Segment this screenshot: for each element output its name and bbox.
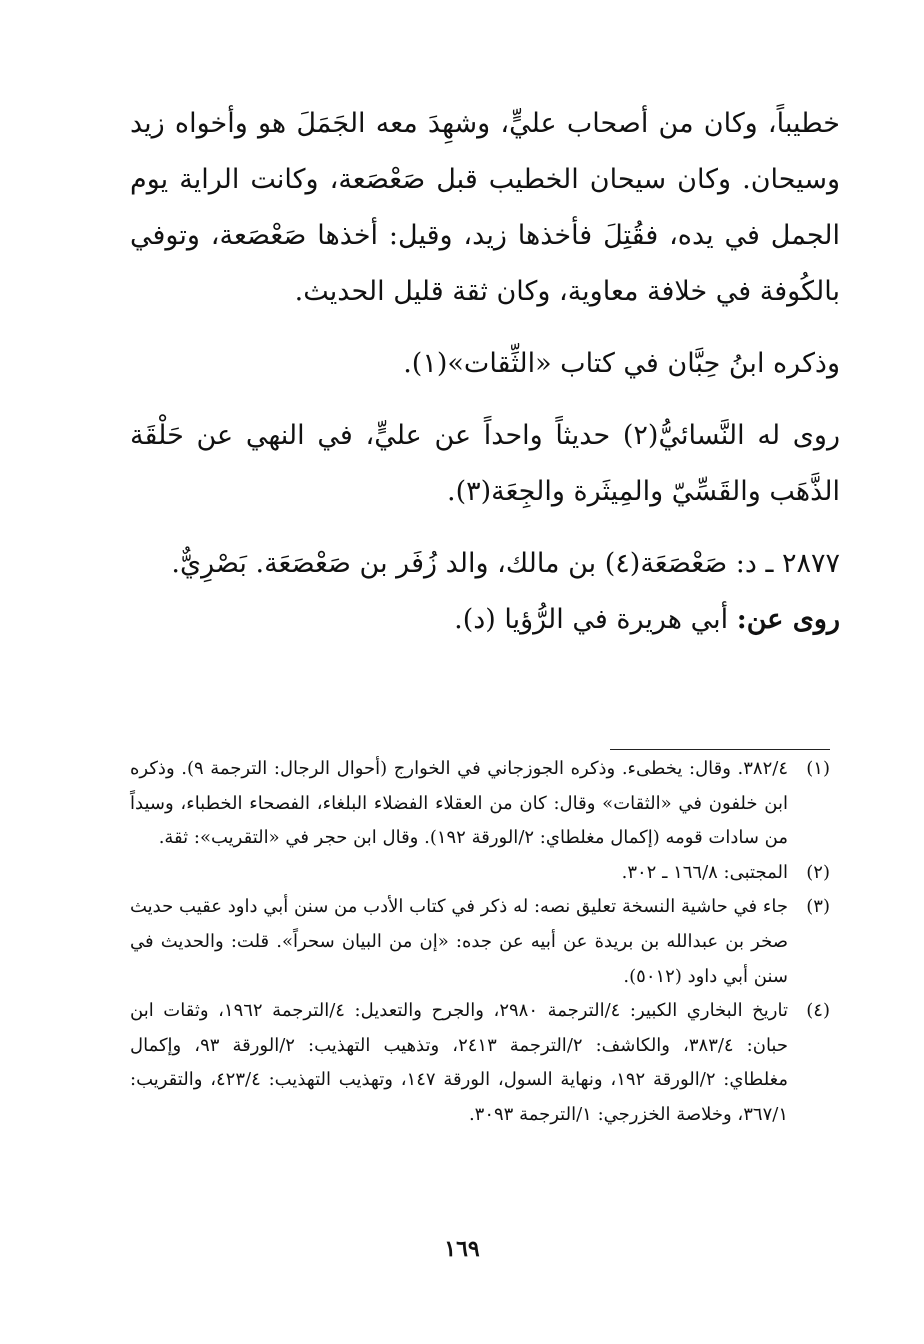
footnotes bbox=[130, 752, 830, 1133]
footnote-text: جاء في حاشية النسخة تعليق نصه: له ذكر في كتاب الأدب من سنن أبي داود عقيب حديث صخر بن عبدالله بن بريدة عن أبيه عن جده: «إن من البيان سحراً». قلت: والحديث في سنن أبي داود (٥٠١٢). bbox=[130, 896, 788, 987]
paragraph-ibn-hibban: وذكره ابنُ حِبَّان في كتاب «الثِّقات»(١). bbox=[403, 348, 840, 379]
paragraph-nasai: روى له النَّسائيُّ(٢) حديثاً واحداً عن عليٍّ، في النهي عن حَلْقَة الذَّهَب والقَسِّيّ والمِيثَرة والجِعَة(٣). bbox=[130, 420, 840, 507]
footnote-number: (٢) bbox=[806, 861, 830, 883]
footnote-text: تاريخ البخاري الكبير: ٤/الترجمة ٢٩٨٠، والجرح والتعديل: ٤/الترجمة ١٩٦٢، وثقات ابن حبان: ٣٨٣/٤، والكاشف: ٢/الترجمة ٢٤١٣، وتذهيب التهذيب: ٢/الورقة ٩٣، وإكمال مغلطاي: ٢/الورقة ١٩٢، ونهاية السول، الورقة ١٤٧، وتهذيب التهذيب: ٤٢٣/٤، والتقريب: ٣٦٧/١، وخلاصة الخزرجي: ١/الترجمة ٣٠٩٣. bbox=[130, 1000, 788, 1125]
footnote bbox=[130, 994, 830, 1132]
main-text bbox=[130, 96, 840, 648]
footnote-number: (٤) bbox=[806, 1000, 830, 1022]
paragraph-biography: خطيباً، وكان من أصحاب عليٍّ، وشهِدَ معه الجَمَلَ هو وأخواه زيد وسيحان. وكان سيحان الخطيب قبل صَعْصَعة، وكانت الراية يوم الجمل في يده، فقُتِلَ فأخذها زيد، وقيل: أخذها صَعْصَعة، وتوفي بالكُوفة في خلافة معاوية، وكان ثقة قليل الحديث. bbox=[130, 108, 840, 307]
entry-heading: ٢٨٧٧ ـ د: صَعْصَعَة(٤) بن مالك، والد زُفَر بن صَعْصَعَة. بَصْرِيٌّ. bbox=[171, 548, 840, 579]
footnote bbox=[130, 752, 830, 856]
footnote-number: (١) bbox=[806, 758, 830, 779]
footnote-text: المجتبى: ١٦٦/٨ ـ ٣٠٢. bbox=[621, 861, 788, 883]
narrated-from-text: أبي هريرة في الرُّؤيا (د). bbox=[454, 604, 729, 635]
footnote-separator bbox=[610, 749, 830, 750]
narrated-from bbox=[130, 592, 840, 648]
footnote-text: ٣٨٢/٤. وقال: يخطىء. وذكره الجوزجاني في الخوارج (أحوال الرجال: الترجمة ٩). وذكره ابن خلفون في «الثقات» وقال: كان من العقلاء الفضلاء البلغاء، الفصحاء الخطباء، وسيداً من سادات قومه (إكمال مغلطاي: ٢/الورقة ١٩٢). وقال ابن حجر في «التقريب»: ثقة. bbox=[130, 758, 789, 849]
footnote-number: (٣) bbox=[806, 896, 830, 918]
page-number: ١٦٩ bbox=[444, 1236, 480, 1262]
footnote bbox=[130, 856, 830, 891]
footnote bbox=[130, 890, 830, 994]
narrated-from-label: روى عن: bbox=[736, 604, 840, 635]
